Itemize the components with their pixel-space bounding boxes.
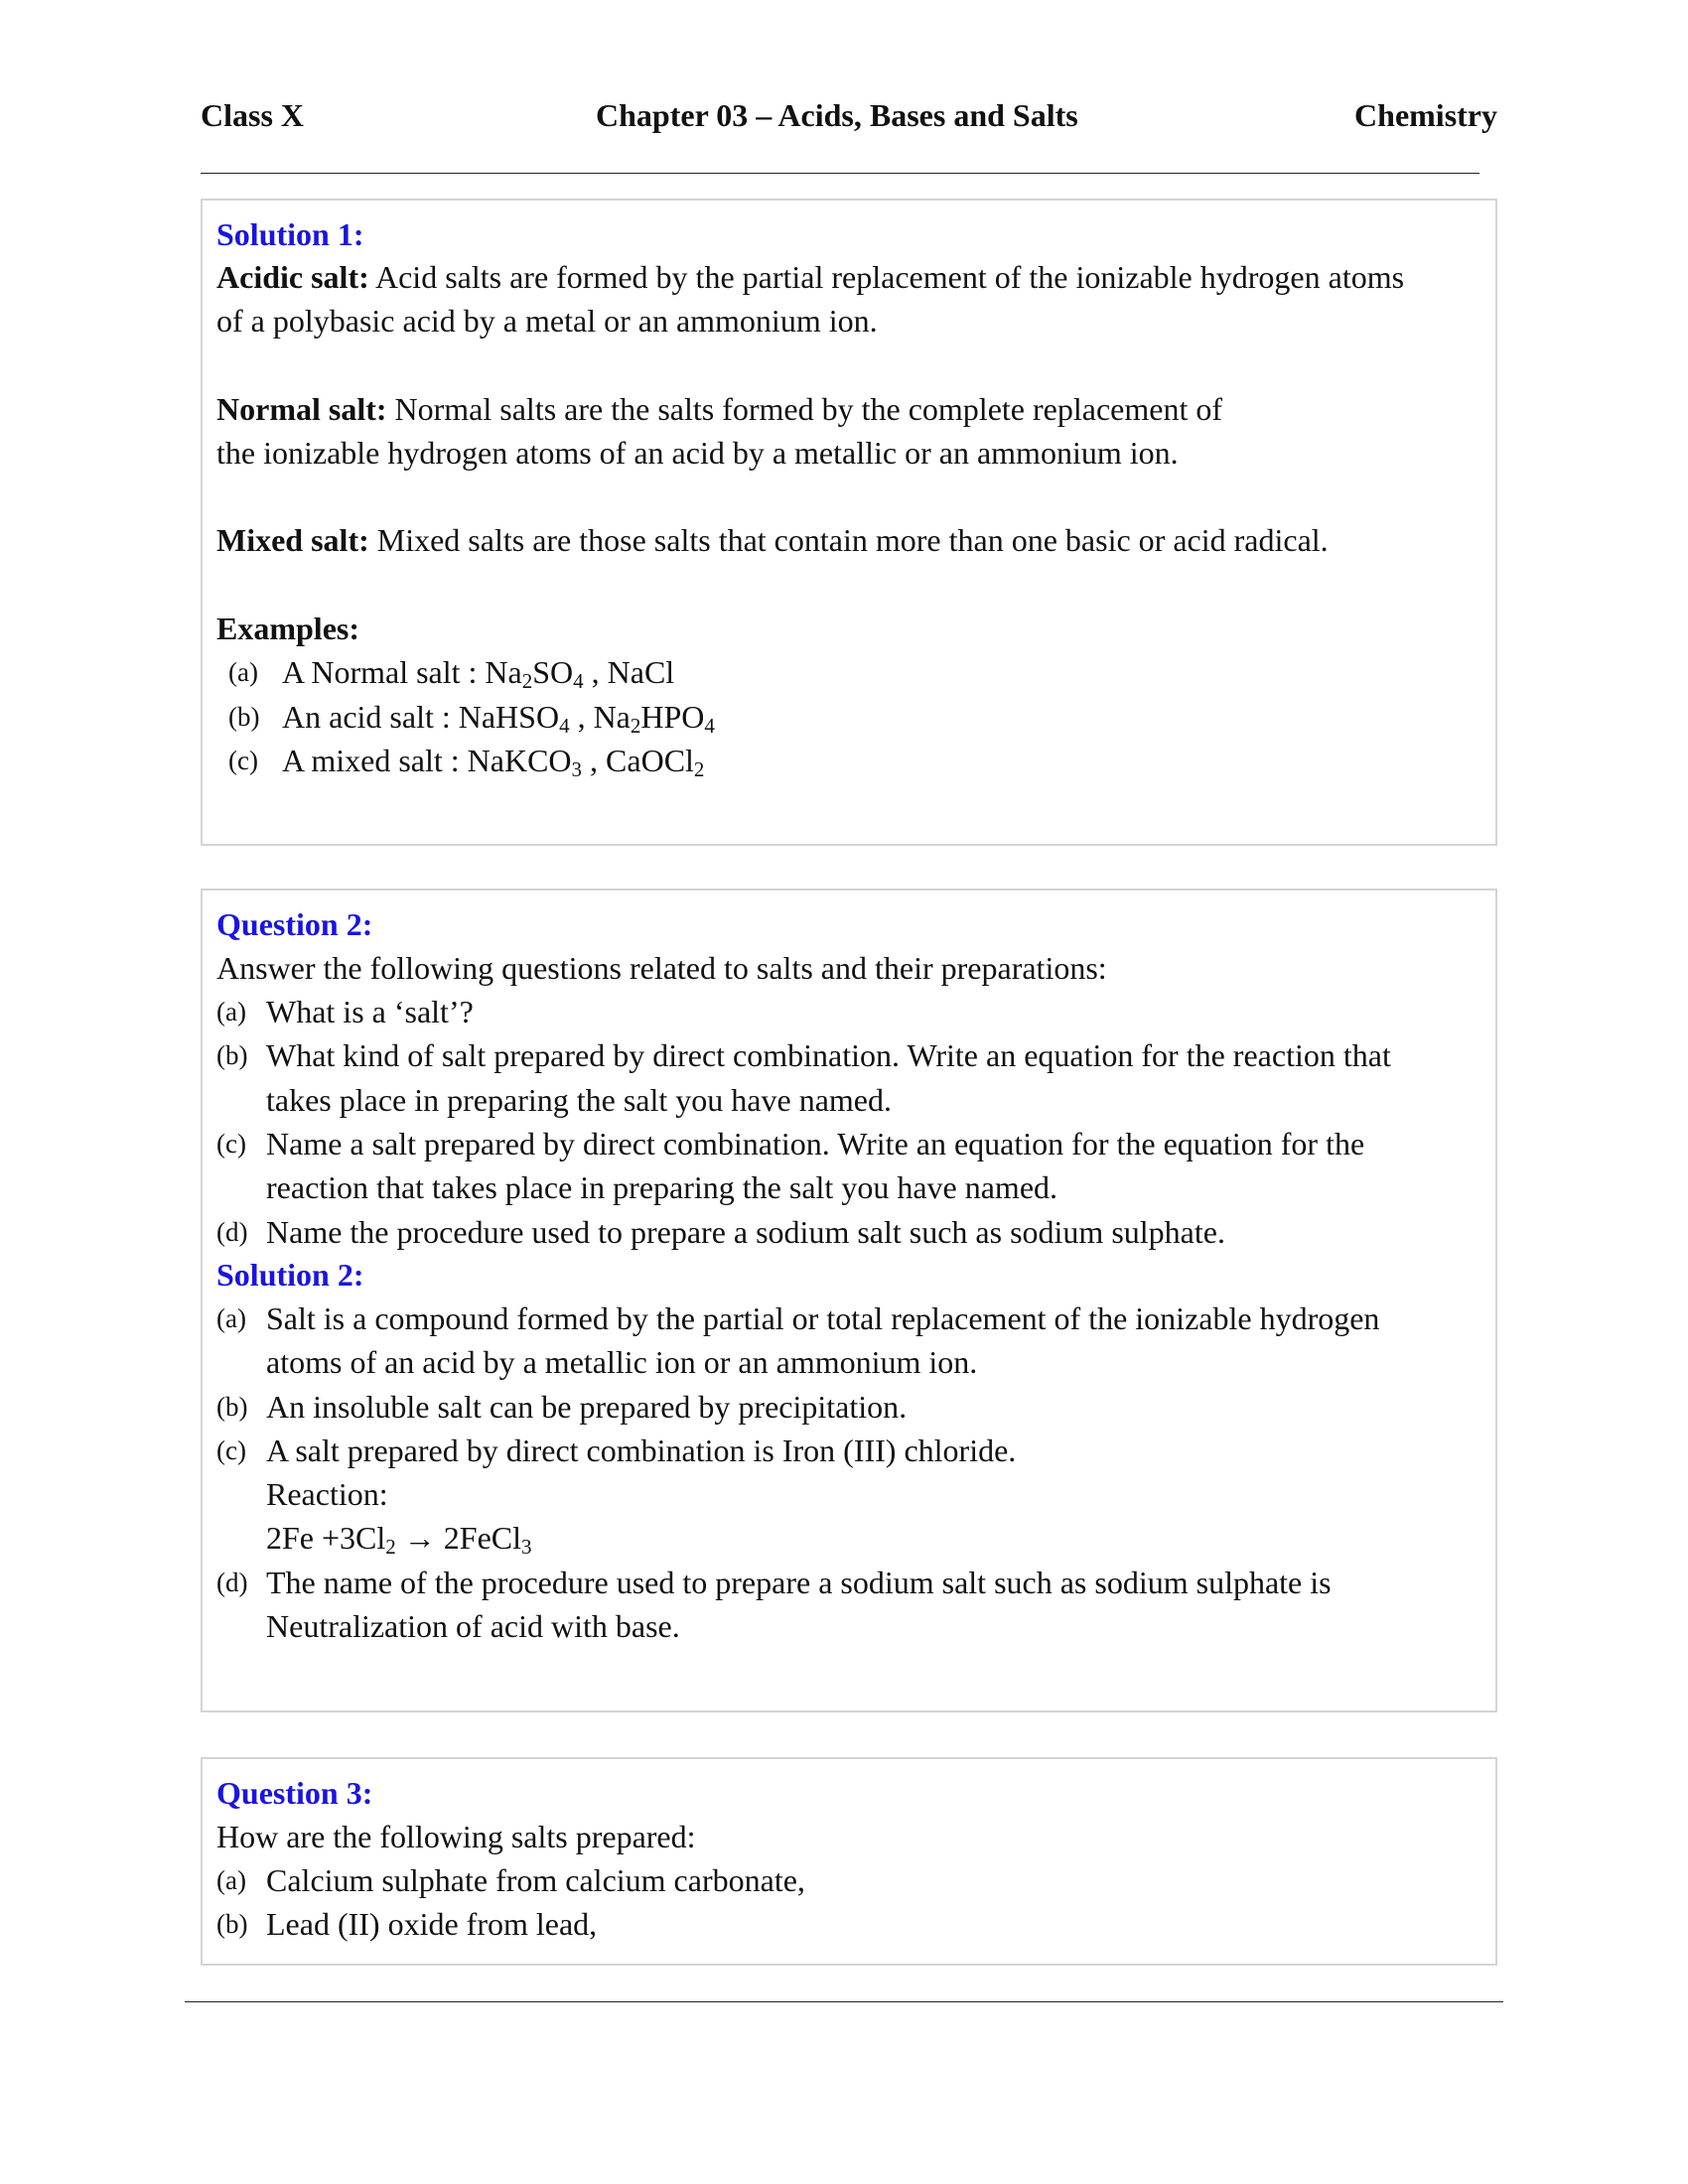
item-text: reaction that takes place in preparing the salt you have named. <box>266 1169 1058 1205</box>
header-divider <box>201 173 1479 174</box>
examples-label: Examples: <box>216 611 359 646</box>
item-label: (a) <box>216 1865 246 1895</box>
item-text: What kind of salt prepared by direct combination. Write an equation for the reaction that <box>266 1037 1391 1073</box>
example-b-text: An acid salt : NaHSO$_4$ , $Na_2HPO_4$ <box>282 699 715 738</box>
question-3-box <box>201 1757 1497 1966</box>
item-text: Calcium sulphate from calcium carbonate, <box>266 1862 805 1898</box>
example-a-text: A Normal salt : $Na_2SO_4$ , NaCl <box>282 654 675 693</box>
item-text: Salt is a compound formed by the partial or total replacement of the ionizable hydrogen <box>266 1300 1380 1336</box>
example-c-label: (c) <box>228 746 258 775</box>
question-3-intro: How are the following salts prepared: <box>216 1819 696 1854</box>
item-text: Neutralization of acid with base. <box>266 1608 680 1644</box>
normal-salt-line-1 <box>216 387 1222 431</box>
example-c-text: A mixed salt : NaKCO$_3$ , CaOCl$_2$ <box>282 743 705 781</box>
acidic-salt-text: Acid salts are formed by the partial replacement of the ionizable hydrogen atoms <box>368 259 1405 295</box>
item-label: (c) <box>216 1129 246 1159</box>
example-b-label: (b) <box>228 702 260 732</box>
item-text: A salt prepared by direct combination is Iron (III) chloride. <box>266 1433 1017 1468</box>
item-label: (a) <box>216 997 246 1026</box>
solution-2-title: Solution 2: <box>216 1257 364 1293</box>
item-text: Name a salt prepared by direct combination. Write an equation for the equation for the <box>266 1126 1365 1161</box>
normal-salt-line-2: the ionizable hydrogen atoms of an acid by a metallic or an ammonium ion. <box>216 435 1179 471</box>
example-a-label: (a) <box>228 657 258 687</box>
item-label: (b) <box>216 1909 248 1939</box>
question-2-title: Question 2: <box>216 906 373 942</box>
mixed-salt-text: Mixed salts are those salts that contain more than one basic or acid radical. <box>368 522 1329 558</box>
acidic-salt-line-1 <box>216 255 1404 299</box>
acidic-salt-label: Acidic salt: <box>216 259 369 295</box>
item-text: What is a ‘salt’? <box>266 994 474 1029</box>
item-label: (d) <box>216 1568 248 1597</box>
normal-salt-text: Normal salts are the salts formed by the complete replacement of <box>386 391 1222 427</box>
item-text: takes place in preparing the salt you have named. <box>266 1082 892 1118</box>
item-text: Name the procedure used to prepare a sodium salt such as sodium sulphate. <box>266 1214 1225 1250</box>
page-header <box>201 97 1497 145</box>
item-label: (b) <box>216 1392 248 1422</box>
mixed-salt-line <box>216 518 1329 562</box>
subject-label: Chemistry <box>1354 97 1497 133</box>
chapter-title: Chapter 03 – Acids, Bases and Salts <box>596 97 1078 133</box>
normal-salt-label: Normal salt: <box>216 391 387 427</box>
question-2-box: Question 2: Answer the following questions related to salts and their preparations: (a) What is a ‘salt’? (b) What kind of salt prepared by direct combination. Write an equation for the reaction that takes place in preparing the salt you have named. (c) Name a salt prepared by direct combination. Write an equation for the equation for the reaction that takes place in preparing the salt you have named. (d) Name the procedure used to prepare a sodium salt such as sodium sulphate. Solution 2: (a) Salt is a compound formed by the partial or total replacement of the ionizable hydrogen atoms of an acid by a metallic ion or an ammonium ion. (b) An insoluble salt can be prepared by precipitation. (c) A salt prepared by direct combination is Iron (III) chloride. Reaction: $2Fe +3Cl_2$ → 2FeCl$_3$ (d) The name of the procedure used to prepare a sodium salt such as sodium sulphate is Neutralization of acid with base. <box>201 888 1497 1712</box>
question-2-intro: Answer the following questions related to salts and their preparations: <box>216 950 1107 986</box>
item-label: (a) <box>216 1303 246 1333</box>
mixed-salt-label: Mixed salt: <box>216 522 369 558</box>
solution-1-title: Solution 1: <box>216 216 364 252</box>
acidic-salt-line-2: of a polybasic acid by a metal or an ammonium ion. <box>216 303 878 339</box>
item-label: (d) <box>216 1217 248 1247</box>
item-text: Lead (II) oxide from lead, <box>266 1906 598 1942</box>
class-label: Class X <box>201 97 305 133</box>
item-label: (c) <box>216 1435 246 1465</box>
question-3-title: Question 3: <box>216 1775 373 1811</box>
footer-divider <box>185 2001 1503 2002</box>
item-label: (b) <box>216 1040 248 1070</box>
solution-1-box <box>201 199 1497 846</box>
item-text: atoms of an acid by a metallic ion or an ammonium ion. <box>266 1344 978 1380</box>
item-text: An insoluble salt can be prepared by precipitation. <box>266 1389 908 1425</box>
item-text: The name of the procedure used to prepare a sodium salt such as sodium sulphate is <box>266 1565 1332 1600</box>
